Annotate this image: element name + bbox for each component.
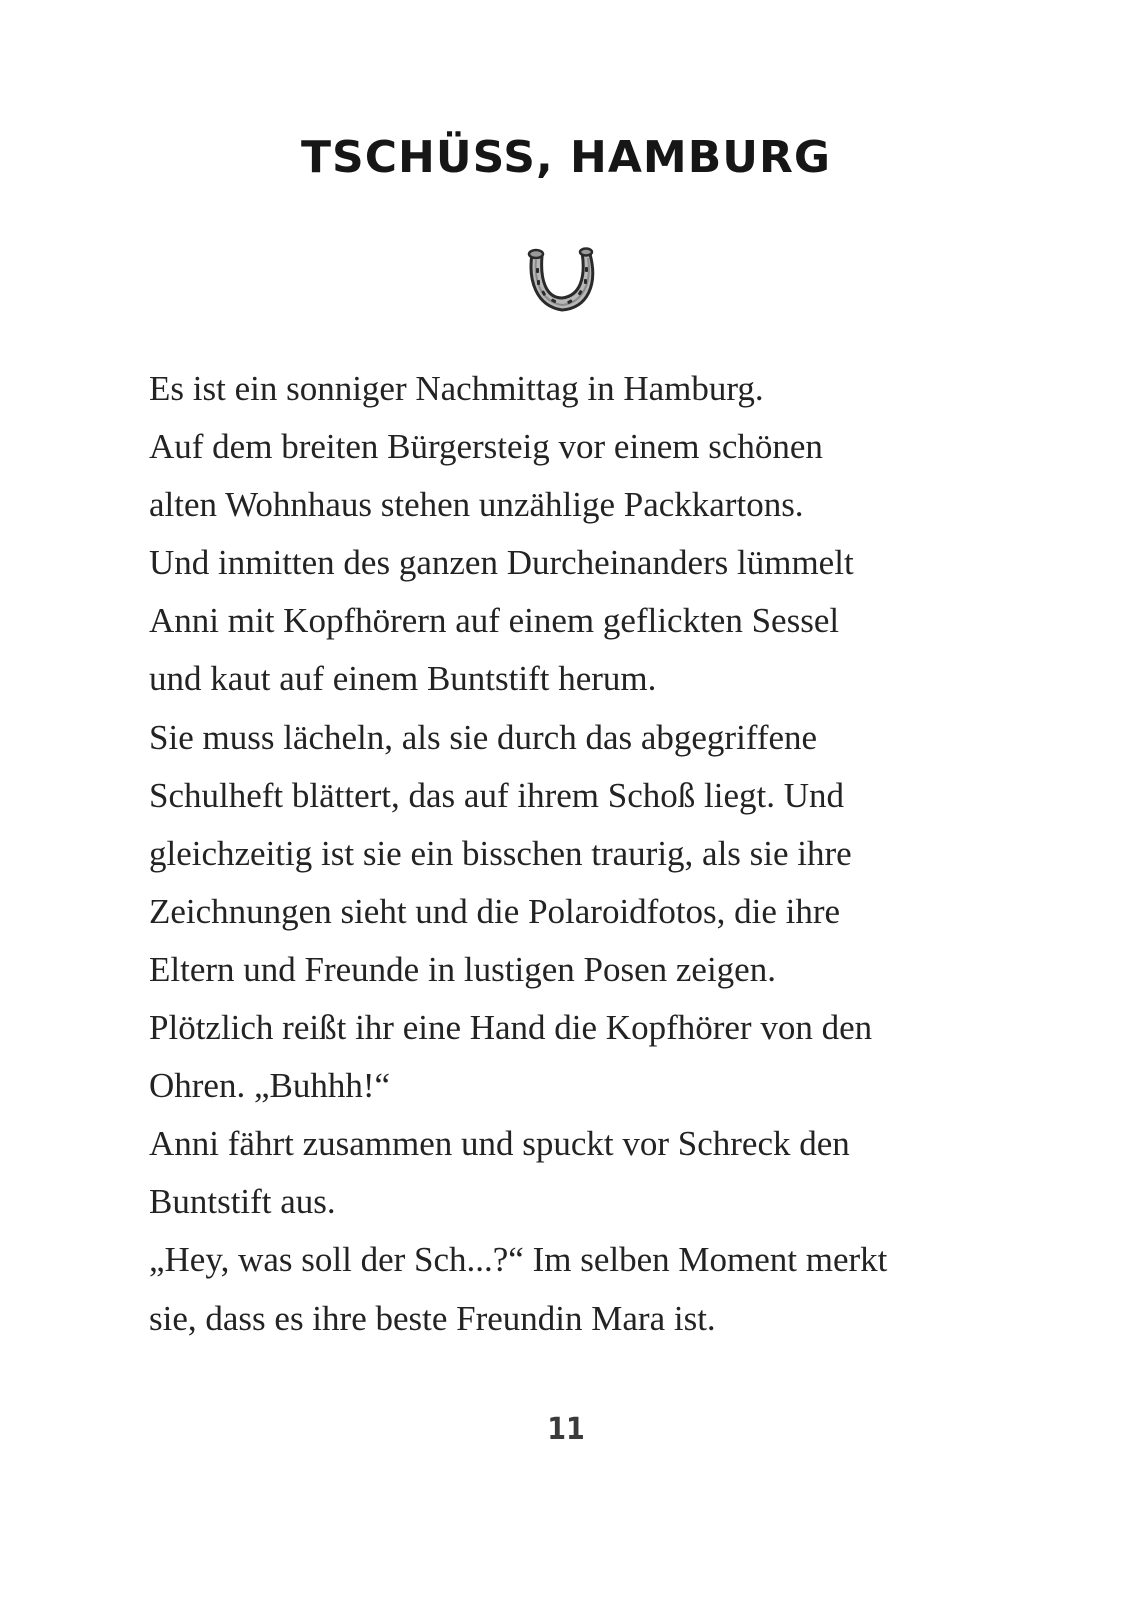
text-line: Anni fährt zusammen und spuckt vor Schreck den — [149, 1124, 850, 1164]
text-line: Plötzlich reißt ihr eine Hand die Kopfhörer von den — [149, 1008, 873, 1048]
text-line: Schulheft blättert, das auf ihrem Schoß liegt. Und — [149, 775, 844, 815]
horseshoe-icon — [522, 240, 602, 320]
text-line: Buntstift aus. — [149, 1182, 336, 1222]
text-line: sie, dass es ihre beste Freundin Mara ist. — [149, 1298, 716, 1338]
text-line: Eltern und Freunde in lustigen Posen zeigen. — [149, 949, 776, 989]
text-line: Und inmitten des ganzen Durcheinanders lümmelt — [149, 543, 854, 583]
text-line: Auf dem breiten Bürgersteig vor einem schönen — [149, 427, 823, 467]
chapter-body — [149, 360, 989, 1348]
text-line: „Hey, was soll der Sch...?“ Im selben Moment merkt — [149, 1240, 888, 1280]
text-line: Zeichnungen sieht und die Polaroidfotos, die ihre — [149, 891, 841, 931]
text-line: und kaut auf einem Buntstift herum. — [149, 659, 657, 699]
text-line: gleichzeitig ist sie ein bisschen traurig, als sie ihre — [149, 833, 852, 873]
text-line: alten Wohnhaus stehen unzählige Packkartons. — [149, 485, 804, 525]
text-line: Anni mit Kopfhörern auf einem geflickten Sessel — [149, 601, 840, 641]
page-number: 11 — [547, 1412, 585, 1447]
text-line: Es ist ein sonniger Nachmittag in Hamburg. — [149, 369, 764, 408]
chapter-title: TSCHÜSS, HAMBURG — [301, 132, 831, 183]
text-line: Ohren. „Buhhh!“ — [149, 1066, 391, 1106]
text-line: Sie muss lächeln, als sie durch das abgegriffene — [149, 717, 818, 757]
